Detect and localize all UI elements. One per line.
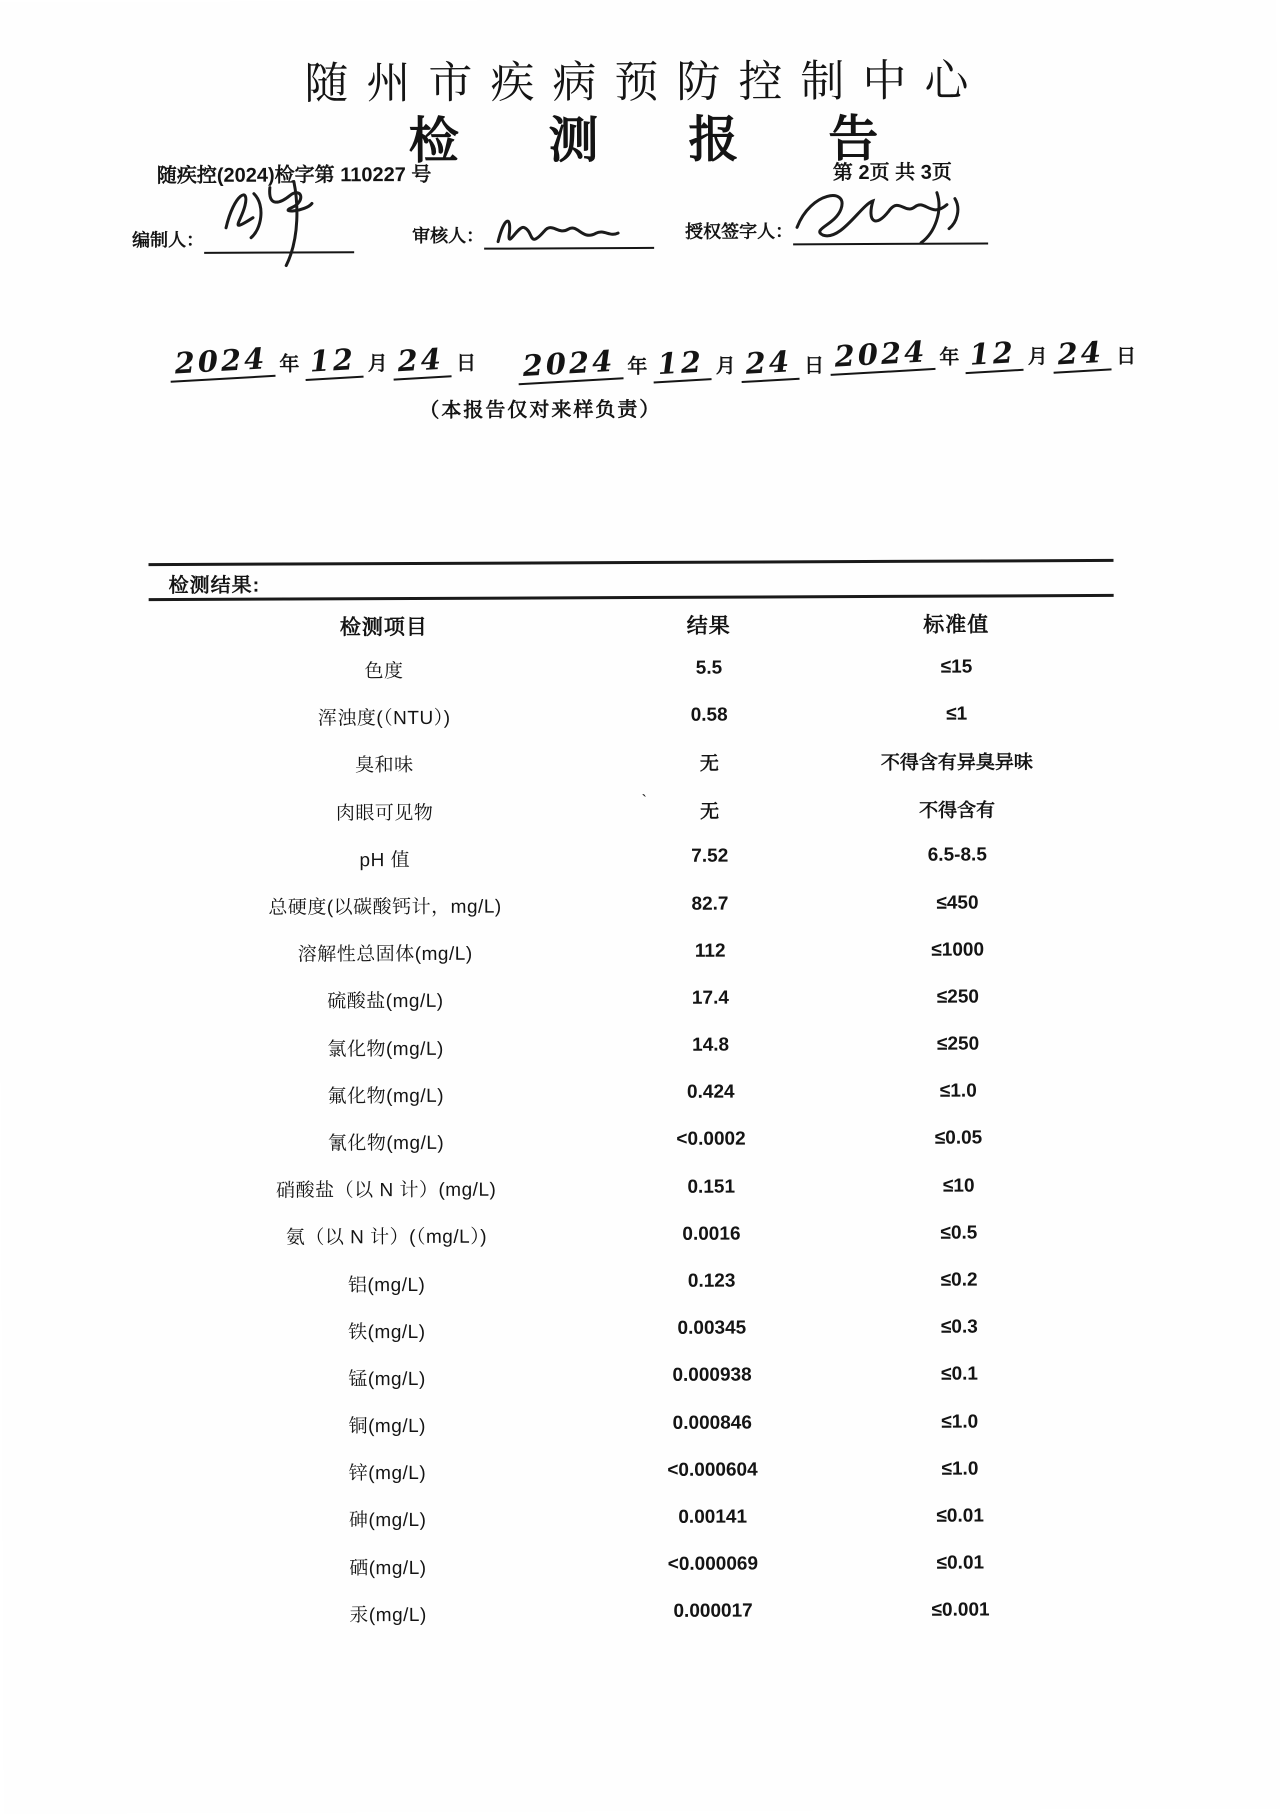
test-item-name: 肉眼可见物: [335, 802, 434, 824]
table-row: [150, 926, 1115, 977]
test-item-name: 浑浊度(（NTU）): [317, 708, 451, 730]
table-row: [150, 832, 1115, 883]
standard-limit-value: 不得含有: [919, 800, 996, 822]
test-result-value: 0.0016: [682, 1223, 741, 1245]
table-row: [151, 1209, 1116, 1260]
standard-limit-value: ≤0.5: [940, 1222, 978, 1244]
test-result-value: 0.000846: [672, 1412, 752, 1434]
test-item-name: 砷(mg/L): [348, 1510, 427, 1532]
table-row: [150, 973, 1115, 1024]
reviewer-signature-line: [484, 207, 654, 250]
month-unit: 月: [367, 353, 388, 376]
test-result-value: 无 `: [641, 792, 720, 823]
preparer-date: [170, 343, 482, 380]
test-item-name: 铁(mg/L): [348, 1321, 426, 1343]
authorized-signatory-line: [793, 202, 988, 245]
standard-limit-value: ≤1.0: [941, 1411, 979, 1433]
test-item-name: 锰(mg/L): [348, 1368, 426, 1391]
table-top-rule: [149, 559, 1114, 566]
standard-limit-value: ≤250: [936, 986, 980, 1008]
authorized-date: [830, 336, 1142, 373]
test-item-name: 氟化物(mg/L): [327, 1085, 445, 1108]
standard-limit-value: ≤1: [946, 703, 968, 725]
report-title: 检 测 报 告: [408, 110, 917, 170]
standard-limit-value: ≤0.001: [931, 1599, 990, 1622]
standard-limit-value: ≤0.01: [936, 1505, 984, 1527]
test-item-name: 铜(mg/L): [348, 1416, 427, 1438]
test-item-name: 汞(mg/L): [349, 1604, 427, 1627]
year-unit: 年: [939, 346, 960, 369]
month-unit: 月: [1027, 346, 1048, 369]
test-result-value: 0.00141: [678, 1506, 748, 1528]
preparer-handwritten-signature: [198, 171, 348, 268]
authorized-date-year: 2024: [829, 334, 936, 376]
test-item-name: 总硬度(以碳酸钙计，mg/L): [268, 896, 502, 919]
month-unit: 月: [715, 355, 736, 378]
test-item-name: pH 值: [359, 849, 411, 872]
test-result-value: 7.52: [691, 845, 729, 868]
test-item-name: 硫酸盐(mg/L): [327, 991, 444, 1013]
preparer-signature-line: [204, 211, 354, 254]
preparer-date-day: 24: [392, 341, 452, 380]
standard-limit-value: ≤0.05: [934, 1127, 983, 1150]
test-result-value: 14.8: [692, 1034, 730, 1056]
preparer-label: 编制人：: [132, 229, 205, 251]
table-row: [151, 1068, 1116, 1119]
standard-limit-value: ≤15: [940, 656, 973, 678]
document-number: 随疾控(2024)检字第 110227 号: [156, 163, 432, 188]
test-result-value: 0.00345: [677, 1317, 747, 1340]
page-indicator: 第 2页 共 3页: [832, 161, 952, 185]
test-item-name: 溶解性总固体(mg/L): [297, 943, 473, 966]
test-item-name: 色度: [364, 661, 404, 683]
year-unit: 年: [627, 355, 648, 379]
table-row: [153, 1587, 1118, 1638]
table-row: [152, 1351, 1117, 1402]
test-result-value: 17.4: [691, 987, 729, 1009]
test-result-value: 0.58: [690, 704, 728, 726]
authorized-signatory-block: [685, 202, 988, 245]
test-item-name: 臭和味: [355, 755, 414, 777]
standard-limit-value: ≤0.3: [940, 1316, 978, 1338]
test-result-value: 0.000017: [673, 1600, 753, 1623]
sample-responsibility-note: （本报告仅对来样负责）: [419, 398, 662, 422]
table-row: [151, 1162, 1116, 1213]
table-row: [151, 1020, 1116, 1071]
reviewer-date-year: 2024: [517, 343, 624, 385]
table-header-rule: [149, 594, 1114, 601]
table-row: [149, 784, 1114, 835]
test-result-value: 无: [699, 754, 719, 776]
column-header-test-item: 检测项目: [339, 615, 428, 640]
standard-limit-value: ≤250: [936, 1033, 980, 1055]
test-result-value: 0.424: [686, 1081, 735, 1104]
standard-limit-value: ≤1.0: [941, 1458, 979, 1480]
preparer-date-month: 12: [303, 342, 363, 381]
authorized-signatory-label: 授权签字人：: [685, 221, 794, 242]
scan-tick-mark: `: [641, 792, 647, 810]
table-row: [151, 1115, 1116, 1166]
preparer-date-year: 2024: [169, 341, 276, 383]
table-row: [152, 1445, 1117, 1496]
reviewer-date-day: 24: [740, 344, 800, 383]
reviewer-signature-block: [412, 207, 654, 250]
table-row: [152, 1398, 1117, 1449]
table-row: [149, 643, 1114, 694]
table-row: [153, 1492, 1118, 1543]
results-section-label: 检测结果:: [168, 574, 261, 598]
test-result-value: 0.151: [687, 1176, 736, 1198]
test-result-value: <0.000069: [667, 1553, 759, 1576]
test-result-value: 82.7: [691, 893, 729, 915]
standard-limit-value: ≤0.2: [940, 1269, 978, 1291]
standard-limit-value: ≤10: [942, 1175, 975, 1197]
test-item-name: 锌(mg/L): [348, 1463, 427, 1485]
test-result-value: <0.000604: [667, 1459, 758, 1481]
test-result-value: <0.0002: [676, 1129, 746, 1151]
reviewer-handwritten-signature: [478, 193, 648, 264]
table-row: [152, 1304, 1117, 1355]
standard-limit-value: ≤0.01: [936, 1552, 985, 1574]
standard-limit-value: ≤1000: [931, 939, 985, 961]
table-row: [150, 879, 1115, 930]
reviewer-date-month: 12: [651, 344, 711, 383]
preparer-signature-block: [132, 211, 354, 254]
day-unit: 日: [456, 352, 477, 375]
day-unit: 日: [1116, 345, 1137, 368]
standard-limit-value: 6.5-8.5: [927, 844, 987, 867]
table-row: [149, 690, 1114, 741]
year-unit: 年: [279, 353, 300, 376]
column-header-result: 结果: [686, 614, 731, 638]
authorized-date-day: 24: [1052, 334, 1112, 373]
test-item-name: 铝(mg/L): [347, 1274, 426, 1296]
standard-limit-value: ≤0.1: [941, 1363, 979, 1386]
test-item-name: 氨（以 N 计）(（mg/L）): [285, 1227, 488, 1249]
column-header-standard: 标准值: [923, 613, 990, 637]
test-result-value: 0.123: [687, 1270, 736, 1292]
results-table-body: [149, 643, 1118, 1638]
reviewer-date: [518, 345, 830, 382]
table-row: [149, 737, 1114, 788]
results-table-header: [149, 601, 1114, 649]
standard-limit-value: 不得含有异臭异味: [880, 752, 1033, 775]
authorized-handwritten-signature: [787, 178, 987, 259]
test-result-value: 112: [694, 940, 726, 962]
table-row: [153, 1539, 1118, 1590]
test-item-name: 硝酸盐（以 N 计）(mg/L): [276, 1179, 497, 1202]
test-item-name: 硒(mg/L): [349, 1557, 427, 1579]
reviewer-label: 审核人：: [412, 225, 485, 246]
test-result-value: 5.5: [695, 657, 723, 679]
standard-limit-value: ≤450: [936, 892, 979, 914]
organization-title: 随州市疾病预防控制中心: [304, 56, 987, 109]
authorized-date-month: 12: [963, 335, 1023, 374]
test-item-name: 氯化物(mg/L): [327, 1038, 444, 1060]
standard-limit-value: ≤1.0: [939, 1080, 977, 1102]
table-row: [152, 1256, 1117, 1307]
test-result-value: 0.000938: [672, 1364, 752, 1387]
test-item-name: 氰化物(mg/L): [327, 1132, 445, 1155]
day-unit: 日: [804, 355, 825, 378]
